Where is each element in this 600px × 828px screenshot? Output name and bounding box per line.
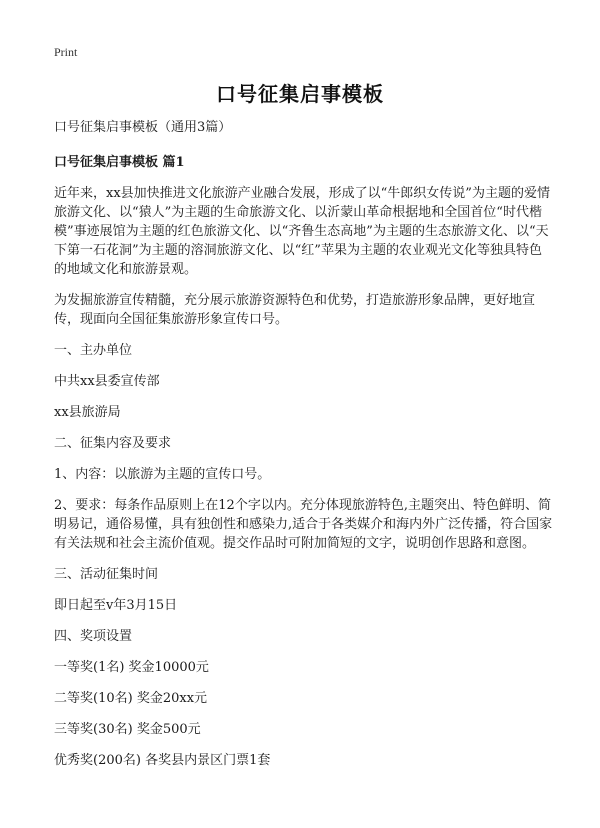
organizer-line-2: xx县旅游局 — [54, 405, 121, 420]
award-line-3: 三等奖(30名) 奖金500元 — [54, 722, 201, 737]
purpose-paragraph: 为发掘旅游宣传精髓，充分展示旅游资源特色和优势，打造旅游形象品牌，更好地宣传，现面向全国征集旅游形象宣传口号。 — [54, 293, 536, 327]
time-value: 即日起至v年3月15日 — [54, 598, 178, 613]
document-title: 口号征集启事模板 — [216, 82, 384, 106]
content-line-1: 1、内容：以旅游为主题的宣传口号。 — [54, 467, 271, 482]
content-heading: 二、征集内容及要求 — [54, 436, 172, 451]
document-content — [54, 118, 554, 782]
print-label: Print — [54, 45, 78, 59]
document-subtitle: 口号征集启事模板（通用3篇） — [54, 120, 232, 135]
organizer-line-1: 中共xx县委宣传部 — [54, 374, 160, 389]
award-heading: 四、奖项设置 — [54, 629, 133, 644]
award-line-1: 一等奖(1名) 奖金10000元 — [54, 660, 209, 675]
section-heading: 口号征集启事模板 篇1 — [54, 155, 185, 170]
award-line-4: 优秀奖(200名) 各奖县内景区门票1套 — [54, 753, 271, 768]
award-line-2: 二等奖(10名) 奖金20xx元 — [54, 691, 208, 706]
time-heading: 三、活动征集时间 — [54, 567, 159, 582]
intro-paragraph: 近年来，xx县加快推进文化旅游产业融合发展，形成了以“牛郎织女传说”为主题的爱情旅游文化、以“猿人”为主题的生命旅游文化、以沂蒙山革命根据地和全国首位“时代楷模”事迹展馆为主题的红色旅游文化、以“齐鲁生态高地”为主题的生态旅游文化、以“天下第一石花洞”为主题的溶洞旅游文化、以“红”苹果为主题的农业观光文化等独具特色的地域文化和旅游景观。 — [54, 186, 550, 277]
organizer-heading: 一、主办单位 — [54, 343, 133, 358]
content-line-2: 2、要求：每条作品原则上在12个字以内。充分体现旅游特色,主题突出、特色鲜明、简明易记，通俗易懂，具有独创性和感染力,适合于各类媒介和海内外广泛传播，符合国家有关法规和社会主流价值观。提交作品时可附加简短的文字，说明创作思路和意图。 — [54, 498, 553, 551]
